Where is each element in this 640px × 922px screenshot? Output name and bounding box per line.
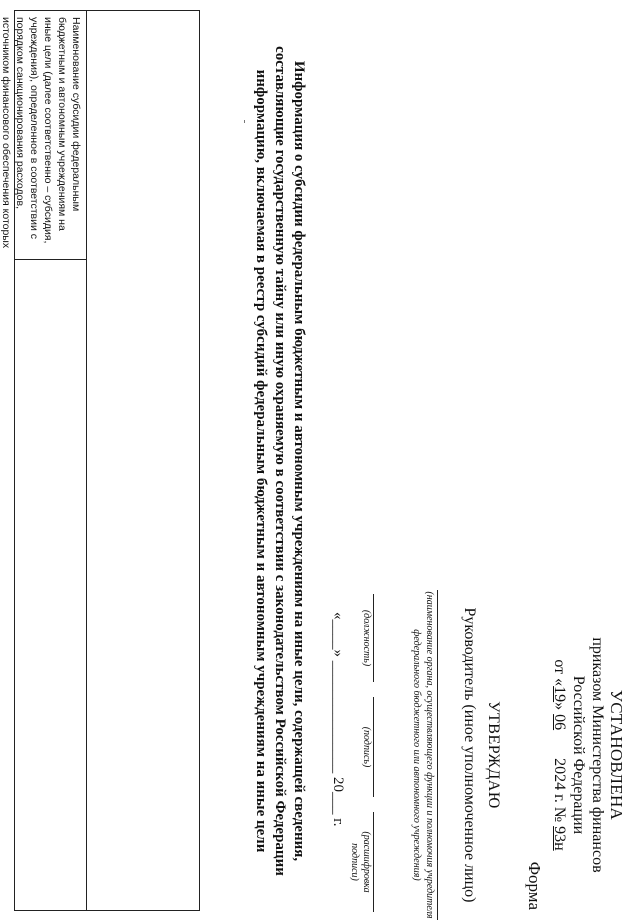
document-heading: Информация о субсидии федеральным бюджетным и автономным учреждениям на иные цели, содержащей сведения, составляющие государственную тайну или иную охраняемую в соответствии с законодательством Российской Федерации информацию, включаемая в реестр субсидий федеральным бюджетным и автономным учреждениям на иные цели [253,46,307,876]
org-signature-line [437,590,438,920]
info-table [0,10,200,911]
approval-date-line [550,605,569,905]
table-column-divider [15,259,87,260]
decoding-line [373,812,374,912]
confirm-manager: Руководитель (иное уполномоченное лицо) [461,607,478,903]
approval-date-year: 2024 г. № [551,730,568,827]
signature-caption: (подпись) [361,726,372,768]
signature-line [373,697,374,797]
approval-date-mid: » [551,702,568,715]
confirm-block [460,600,502,910]
approval-title: УСТАНОВЛЕНА [607,689,626,821]
form-label: Форма [525,861,544,910]
decoding-caption: (расшифровка подписи) [349,831,372,893]
approval-country-line: Российской Федерации [570,675,587,835]
position-caption: (должность) [361,609,372,667]
scan-speck [244,120,245,123]
approval-order-line: приказом Министерства финансов [589,637,606,873]
approval-block [550,605,626,905]
confirm-date-line: «____» _______________ 20___ г. [330,612,346,827]
table-row-divider [86,11,87,910]
approval-date-prefix: от « [551,659,568,687]
confirm-title: УТВЕРЖДАЮ [485,701,502,809]
approval-order-number: 93н [551,826,568,851]
position-line [373,594,374,682]
approval-date-month: 06 [551,714,568,731]
table-cell-subsidy-name: Наименование субсидии федеральным бюджетным и автономным учреждениям на иные цели (далее соответственно – субсидия, учреждения), определенное в соответствии с порядком санкционирования расходов, источником финансового обеспечения которых [0,17,82,249]
org-caption: (наименование органа, осуществляющего функции и полномочия учредителя федерального бюджетного или автономного учреждения) [411,591,435,919]
approval-date-day: 19 [551,686,568,703]
